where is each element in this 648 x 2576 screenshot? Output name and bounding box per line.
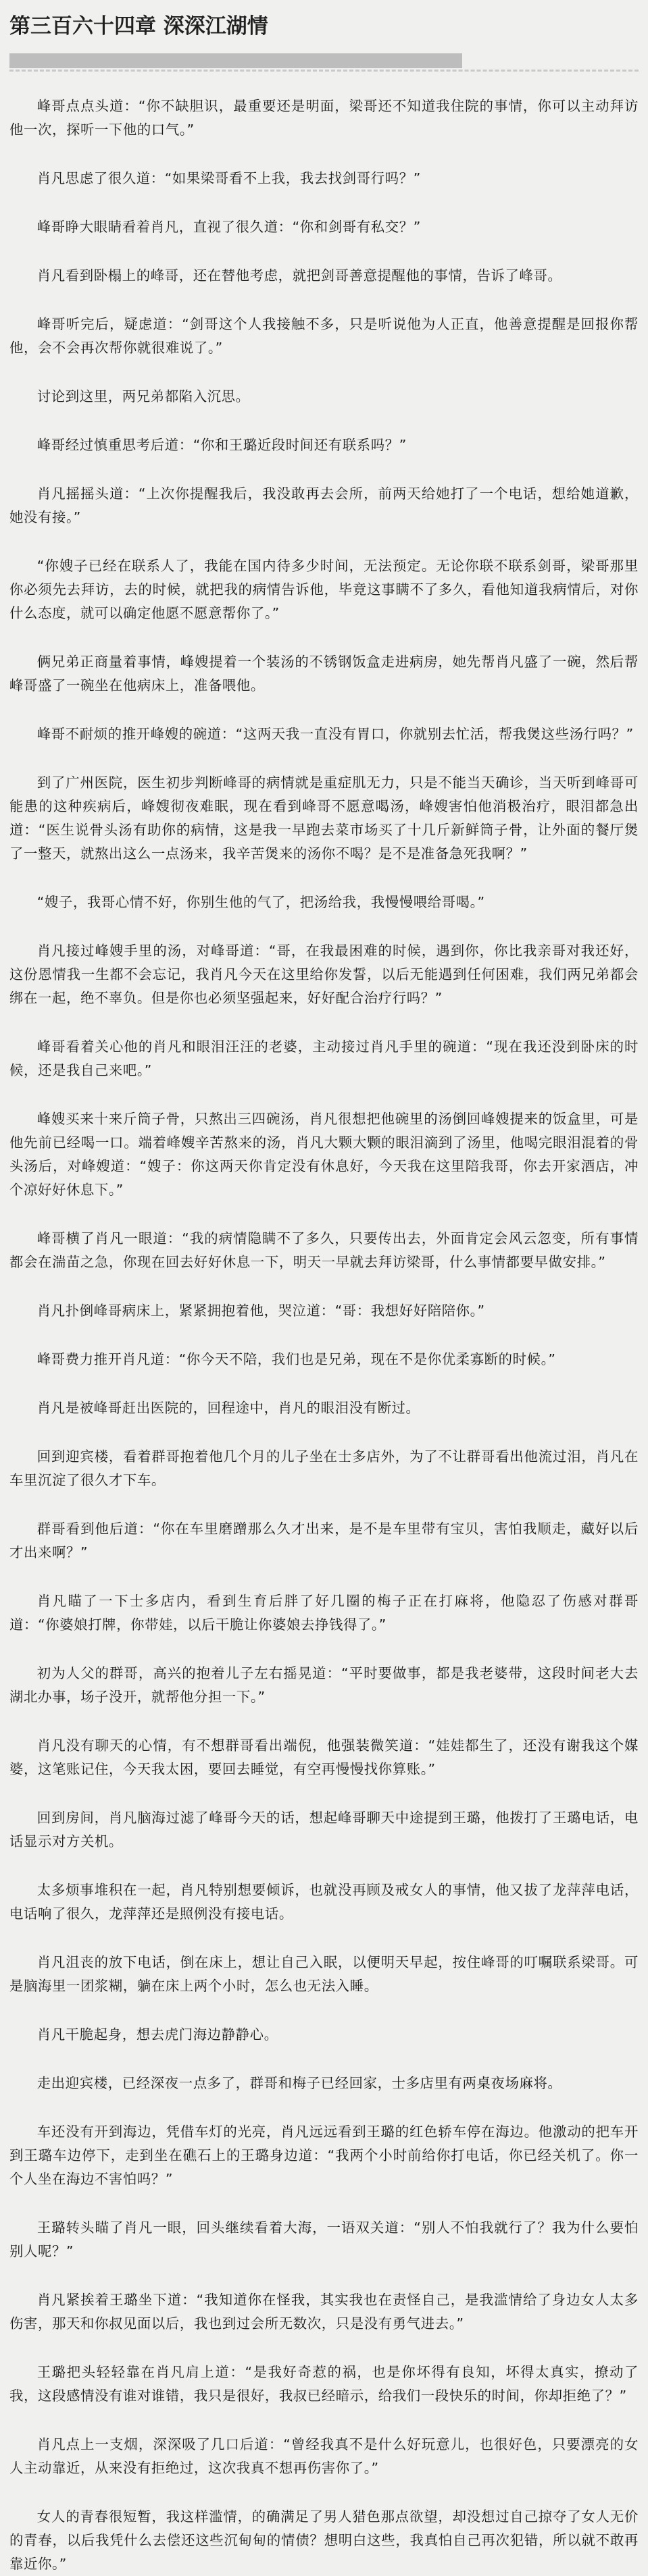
chapter-title: 第三百六十四章 深深江湖情 [9,14,268,38]
paragraph: 峰哥横了肖凡一眼道：“我的病情隐瞒不了多久，只要传出去，外面肯定会风云忽变，所有事情都会在湍苗之急，你现在回去好好休息一下，明天一早就去拜访梁哥，什么事情都要早做安排。” [9,1230,639,1270]
paragraph: 女人的青春很短暂，我这样滥情，的确满足了男人猎色那点欲望，却没想过自己掠夺了女人无价的青春，以后我凭什么去偿还这些沉甸甸的情债？想明白这些，我真怕自己再次犯错，所以就不敢再靠近你。” [9,2508,639,2572]
paragraph: 回到房间，肖凡脑海过滤了峰哥今天的话，想起峰哥聊天中途提到王璐，他拨打了王璐电话，电话显示对方关机。 [9,1810,639,1849]
paragraph: 肖凡点上一支烟，深深吸了几口后道：“曾经我真不是什么好玩意儿，也很好色，只要漂亮的女人主动靠近，从来没有拒绝过，这次我真不想再伤害你了。” [9,2436,639,2476]
paragraph: 肖凡沮丧的放下电话，倒在床上，想让自己入眠，以便明天早起，按住峰哥的叮嘱联系梁哥。可是脑海里一团浆糊，躺在床上两个小时，怎么也无法入睡。 [9,1954,639,1994]
reading-progress-bar [9,53,462,68]
paragraph: 肖凡接过峰嫂手里的汤，对峰哥道：“哥，在我最困难的时候，遇到你，你比我亲哥对我还好，这份恩情我一生都不会忘记，我肖凡今天在这里给你发誓，以后无能遇到任何困难，我们两兄弟都会绑在一起，绝不辜负。但是你也必须坚强起来，好好配合治疗行吗？” [9,943,639,1006]
paragraph: 王璐转头瞄了肖凡一眼，回头继续看着大海，一语双关道：“别人不怕我就行了？我为什么要怕别人呢？” [9,2219,639,2259]
paragraph: 讨论到这里，两兄弟都陷入沉思。 [36,388,250,404]
paragraph: 峰哥睁大眼睛看着肖凡，直视了很久道：“你和剑哥有私交？” [36,219,421,235]
paragraph: 肖凡没有聊天的心情，有不想群哥看出端倪，他强装微笑道：“娃娃都生了，还没有谢我这个媒婆，这笔账记住，今天我太困，要回去睡觉，有空再慢慢找你算账。” [9,1737,639,1777]
paragraph: 峰哥点点头道：“你不缺胆识，最重要还是明面，梁哥还不知道我住院的事情，你可以主动拜访他一次，探听一下他的口气。” [9,98,639,138]
paragraph: 峰哥看着关心他的肖凡和眼泪汪汪的老婆，主动接过肖凡手里的碗道：“现在我还没到卧床的时候，还是我自己来吧。” [9,1039,639,1078]
reading-progress-fill [9,53,462,68]
paragraph: “嫂子，我哥心情不好，你别生他的气了，把汤给我，我慢慢喂给哥喝。” [36,894,485,910]
chapter-content [9,95,639,2576]
paragraph: 峰哥听完后，疑虑道：“剑哥这个人我接触不多，只是听说他为人正直，他善意提醒是回报你帮他，会不会再次帮你就很难说了。” [9,316,639,356]
paragraph: “你嫂子已经在联系人了，我能在国内待多少时间，无法预定。无论你联不联系剑哥，梁哥那里你必须先去拜访，去的时候，就把我的病情告诉他，毕竟这事瞒不了多久，看他知道我病情后，对你什么态度，就可以确定他愿不愿意帮你了。” [9,558,639,621]
paragraph: 王璐把头轻轻靠在肖凡肩上道：“是我好奇惹的祸，也是你坏得有良知，坏得太真实，撩动了我，这段感情没有谁对谁错，我只是很好，我叔已经暗示，给我们一段快乐的时间，你却拒绝了？” [9,2364,639,2404]
paragraph: 肖凡思虑了很久道：“如果梁哥看不上我，我去找剑哥行吗？” [36,170,421,186]
paragraph: 太多烦事堆积在一起，肖凡特别想要倾诉，也就没再顾及戒女人的事情，他又拔了龙萍萍电话，电话响了很久，龙萍萍还是照例没有接电话。 [9,1882,639,1922]
dashed-divider [9,70,639,72]
paragraph: 肖凡瞄了一下士多店内，看到生育后胖了好几圈的梅子正在打麻将，他隐忍了伤感对群哥道：“你婆娘打牌，你带娃，以后干脆让你婆娘去挣钱得了。” [9,1593,639,1633]
paragraph: 走出迎宾楼，已经深夜一点多了，群哥和梅子已经回家，士多店里有两桌夜场麻将。 [36,2075,562,2091]
paragraph: 初为人父的群哥，高兴的抱着儿子左右摇晃道：“平时要做事，都是我老婆带，这段时间老大去湖北办事，场子没开，就帮他分担一下。” [9,1665,639,1705]
paragraph: 回到迎宾楼，看着群哥抱着他几个月的儿子坐在士多店外，为了不让群哥看出他流过泪，肖凡在车里沉淀了很久才下车。 [9,1448,639,1488]
paragraph: 峰哥不耐烦的推开峰嫂的碗道：“这两天我一直没有胃口，你就别去忙活，帮我煲这些汤行吗？” [36,726,634,742]
paragraph: 肖凡是被峰哥赶出医院的，回程途中，肖凡的眼泪没有断过。 [36,1400,420,1416]
paragraph: 群哥看到他后道：“你在车里磨蹭那么久才出来，是不是车里带有宝贝，害怕我顺走，藏好以后才出来啊？” [9,1521,639,1560]
paragraph: 肖凡干脆起身，想去虎门海边静静心。 [36,2026,278,2043]
paragraph: 峰哥费力推开肖凡道：“你今天不陪，我们也是兄弟，现在不是你优柔寡断的时候。” [36,1351,556,1367]
paragraph: 峰嫂买来十来斤筒子骨，只熬出三四碗汤，肖凡很想把他碗里的汤倒回峰嫂提来的饭盒里，可是他先前已经喝一口。端着峰嫂辛苦熬来的汤，肖凡大颗大颗的眼泪滴到了汤里，他喝完眼泪混着的骨头汤后，对峰嫂道：“嫂子：你这两天你肯定没有休息好，今天我在这里陪我哥，你去开家酒店，冲个凉好好休息下。” [9,1111,639,1198]
paragraph: 肖凡摇摇头道：“上次你提醒我后，我没敢再去会所，前两天给她打了一个电话，想给她道歉，她没有接。” [9,485,639,525]
paragraph: 车还没有开到海边，凭借车灯的光亮，肖凡远远看到王璐的红色轿车停在海边。他激动的把车开到王璐车边停下，走到坐在礁石上的王璐身边道：“我两个小时前给你打电话，你已经关机了。你一个人坐在海边不害怕吗？” [9,2124,639,2187]
paragraph: 到了广州医院，医生初步判断峰哥的病情就是重症肌无力，只是不能当天确诊，当天听到峰哥可能患的这种疾病后，峰嫂彻夜难眠，现在看到峰哥不愿意喝汤，峰嫂害怕他消极治疗，眼泪都急出道：“医生说骨头汤有助你的病情，这是我一早跑去菜市场买了十几斤新鲜筒子骨，让外面的餐厅煲了一整天，就熬出这么一点汤来，我辛苦煲来的汤你不喝？是不是准备急死我啊？” [9,774,639,862]
paragraph: 峰哥经过慎重思考后道：“你和王璐近段时间还有联系吗？” [36,437,407,453]
paragraph: 肖凡紧挨着王璐坐下道：“我知道你在怪我，其实我也在责怪自己，是我滥情给了身边女人太多伤害，那天和你叔见面以后，我也到过会所无数次，只是没有勇气进去。” [9,2292,639,2332]
paragraph: 肖凡扑倒峰哥病床上，紧紧拥抱着他，哭泣道：“哥：我想好好陪陪你。” [36,1303,485,1319]
paragraph: 俩兄弟正商量着事情，峰嫂提着一个装汤的不锈钢饭盒走进病房，她先帮肖凡盛了一碗，然后帮峰哥盛了一碗坐在他病床上，准备喂他。 [9,654,639,693]
paragraph: 肖凡看到卧榻上的峰哥，还在替他考虑，就把剑哥善意提醒他的事情，告诉了峰哥。 [36,267,562,284]
